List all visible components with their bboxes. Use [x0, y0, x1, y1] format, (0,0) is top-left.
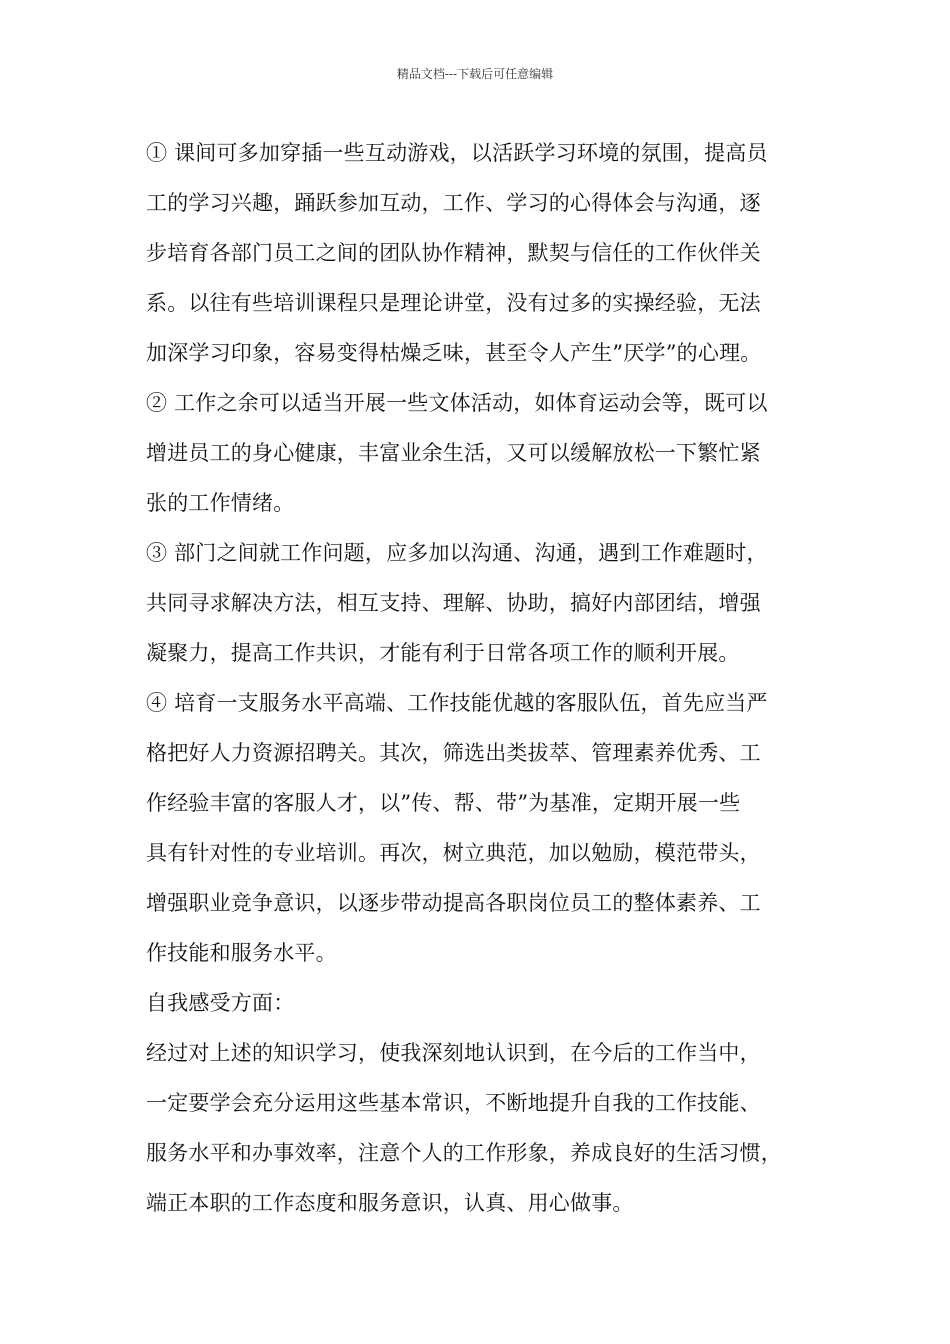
text-line-9: ③ 部门之间就工作问题，应多加以沟通、沟通，遇到工作难题时， — [146, 541, 768, 565]
text-line-12: ④ 培育一支服务水平高端、工作技能优越的客服队伍，首先应当严 — [146, 691, 768, 715]
text-line-7: 增进员工的身心健康，丰富业余生活，又可以缓解放松一下繁忙紧 — [146, 441, 761, 465]
text-line-6: ② 工作之余可以适当开展一些文体活动，如体育运动会等，既可以 — [146, 391, 768, 415]
text-line-19: 经过对上述的知识学习，使我深刻地认识到，在今后的工作当中， — [146, 1041, 761, 1065]
text-line-20: 一定要学会充分运用这些基本常识，不断地提升自我的工作技能、 — [146, 1091, 761, 1115]
section-heading: 自我感受方面： — [146, 991, 295, 1015]
text-line-21: 服务水平和办事效率，注意个人的工作形象，养成良好的生活习惯， — [146, 1141, 782, 1165]
document-body — [146, 128, 826, 1228]
text-line-17: 作技能和服务水平。 — [146, 941, 337, 965]
text-line-13: 格把好人力资源招聘关。其次，筛选出类拔萃、管理素养优秀、工 — [146, 741, 761, 765]
text-line-1: ① 课间可多加穿插一些互动游戏，以活跃学习环境的氛围，提高员 — [146, 141, 768, 165]
text-line-8: 张的工作情绪。 — [146, 491, 295, 515]
text-line-11: 凝聚力，提高工作共识，才能有利于日常各项工作的顺利开展。 — [146, 641, 740, 665]
text-line-3: 步培育各部门员工之间的团队协作精神，默契与信任的工作伙伴关 — [146, 241, 761, 265]
text-line-15: 具有针对性的专业培训。再次，树立典范，加以勉励，模范带头， — [146, 841, 761, 865]
text-line-4: 系。以往有些培训课程只是理论讲堂，没有过多的实操经验，无法 — [146, 291, 761, 315]
text-line-22: 端正本职的工作态度和服务意识，认真、用心做事。 — [146, 1191, 634, 1215]
text-line-10: 共同寻求解决方法，相互支持、理解、协助，搞好内部团结，增强 — [146, 591, 761, 615]
text-line-16: 增强职业竞争意识，以逐步带动提高各职岗位员工的整体素养、工 — [146, 891, 761, 915]
text-line-2: 工的学习兴趣，踊跃参加互动，工作、学习的心得体会与沟通，逐 — [146, 191, 761, 215]
page-header: 精品文档---下载后可任意编辑 — [396, 67, 554, 81]
text-line-5: 加深学习印象，容易变得枯燥乏味，甚至令人产生”厌学”的心理。 — [146, 341, 762, 365]
text-line-14: 作经验丰富的客服人才，以”传、帮、带”为基准，定期开展一些 — [146, 791, 741, 815]
